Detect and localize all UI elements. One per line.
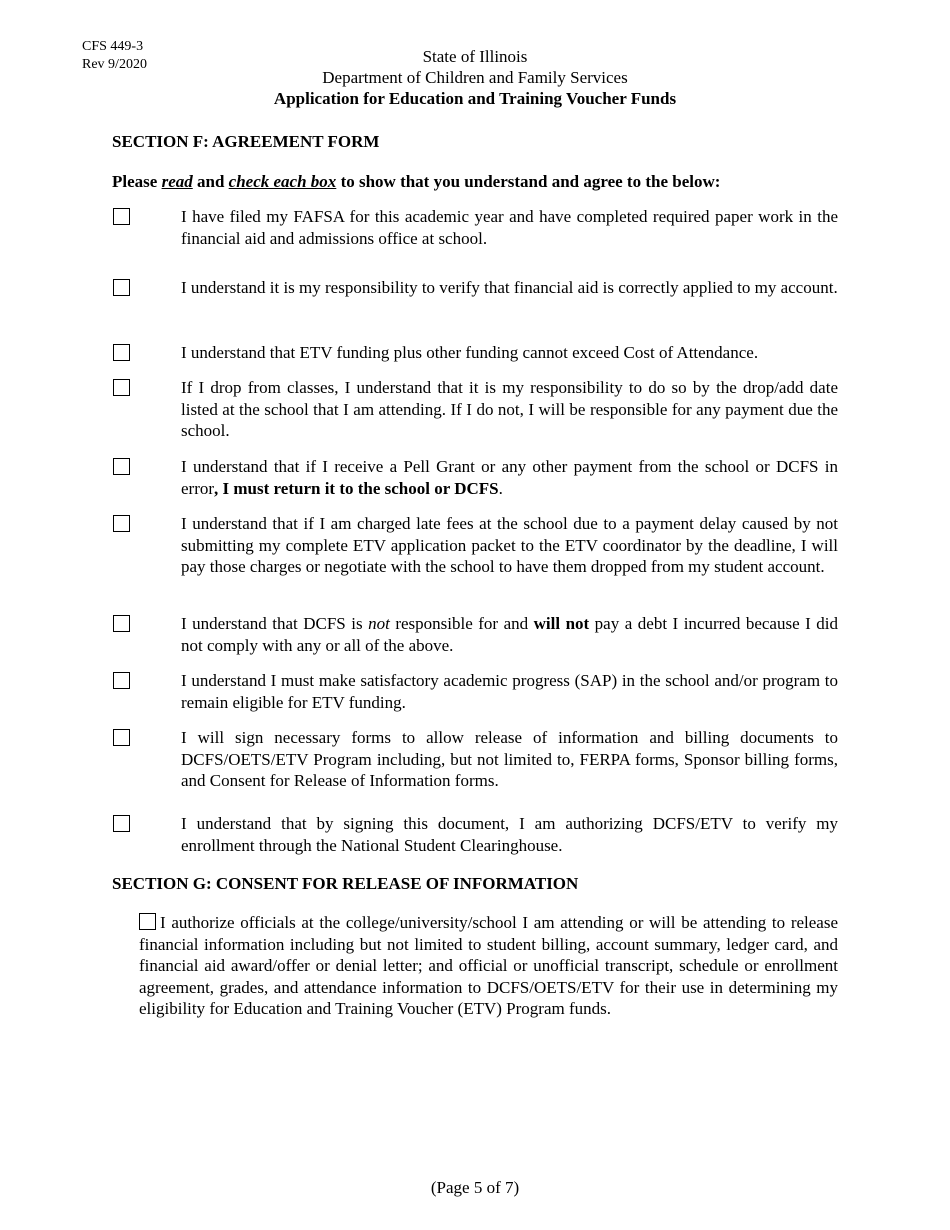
agreement-checkbox-verify-aid[interactable] bbox=[113, 279, 130, 296]
consent-checkbox[interactable] bbox=[139, 913, 156, 930]
agreement-checkbox-cost-of-attendance[interactable] bbox=[113, 344, 130, 361]
agreement-text-cost-of-attendance: I understand that ETV funding plus other funding cannot exceed Cost of Attendance. bbox=[181, 343, 759, 362]
pell-text-bold: , I must return it to the school or DCFS bbox=[214, 478, 499, 498]
pell-text-after: . bbox=[498, 478, 503, 498]
instruction-and: and bbox=[192, 172, 229, 191]
header-department: Department of Children and Family Services bbox=[322, 68, 628, 87]
instruction-suffix: to show that you understand and agree to the below: bbox=[336, 172, 721, 191]
agreement-checkbox-fafsa[interactable] bbox=[113, 208, 130, 225]
header-state: State of Illinois bbox=[422, 47, 528, 66]
page-number: (Page 5 of 7) bbox=[430, 1178, 520, 1197]
instruction-read: read bbox=[161, 172, 193, 191]
instruction-check: check each box bbox=[228, 172, 337, 191]
section-f-instruction bbox=[112, 171, 720, 193]
agreement-checkbox-release-forms[interactable] bbox=[113, 729, 130, 746]
debt-text-before: I understand that DCFS is bbox=[181, 614, 369, 633]
agreement-checkbox-late-fees[interactable] bbox=[113, 515, 130, 532]
agreement-text-release-forms: I will sign necessary forms to allow release of information and billing documents to DCFS/OETS/ETV Program including, but not limited to, FERPA forms, Sponsor billing forms, and Consent for Release of Information forms. bbox=[181, 728, 838, 790]
agreement-text-drop-classes: If I drop from classes, I understand that it is my responsibility to do so by the drop/add date listed at the school that I am attending. If I do not, I will be responsible for any payment due the school. bbox=[181, 378, 838, 440]
debt-text-middle: responsible for and bbox=[389, 614, 534, 633]
instruction-prefix: Please bbox=[112, 172, 162, 191]
agreement-text-fafsa: I have filed my FAFSA for this academic year and have completed required paper work in the financial aid and admissions office at school. bbox=[181, 207, 838, 248]
consent-paragraph bbox=[139, 912, 838, 1020]
debt-text-bold: will not bbox=[533, 614, 590, 633]
debt-text-after: pay a debt I incurred because I did not comply with any or all of the above. bbox=[181, 614, 838, 655]
agreement-text-verify-aid: I understand it is my responsibility to verify that financial aid is correctly applied to my account. bbox=[181, 278, 838, 297]
pell-text-before: I understand that if I receive a Pell Grant or any other payment from the school or DCFS in error bbox=[181, 457, 838, 498]
agreement-checkbox-debt[interactable] bbox=[113, 615, 130, 632]
document-title: Application for Education and Training Voucher Funds bbox=[273, 89, 677, 108]
agreement-text-clearinghouse: I understand that by signing this document, I am authorizing DCFS/ETV to verify my enrollment through the National Student Clearinghouse. bbox=[181, 814, 838, 855]
document-header bbox=[0, 46, 950, 109]
form-revision: Rev 9/2020 bbox=[82, 57, 147, 72]
agreement-text-sap: I understand I must make satisfactory academic progress (SAP) in the school and/or program to remain eligible for ETV funding. bbox=[181, 671, 838, 712]
consent-text: I authorize officials at the college/university/school I am attending or will be attending to release financial information including but not limited to student billing, account summary, ledger card, and financial aid award/offer or denial letter; and official or unofficial transcript, schedule or enrollment agreement, grades, and attendance information to DCFS/OETS/ETV for their use in determining my eligibility for Education and Training Voucher (ETV) Program funds. bbox=[139, 913, 838, 1018]
agreement-text-pell-grant bbox=[181, 456, 838, 499]
agreement-checkbox-clearinghouse[interactable] bbox=[113, 815, 130, 832]
agreement-checkbox-pell-grant[interactable] bbox=[113, 458, 130, 475]
agreement-text-late-fees: I understand that if I am charged late fees at the school due to a payment delay caused by not submitting my complete ETV application packet to the ETV coordinator by the deadline, I will pay those charges or negotiate with the school to have them dropped from my student account. bbox=[181, 514, 838, 576]
section-f-heading: SECTION F: AGREEMENT FORM bbox=[112, 132, 380, 151]
debt-text-italic: not bbox=[368, 614, 390, 633]
form-number: CFS 449-3 bbox=[82, 39, 144, 54]
section-g-heading: SECTION G: CONSENT FOR RELEASE OF INFORMATION bbox=[112, 874, 579, 893]
agreement-checkbox-drop-classes[interactable] bbox=[113, 379, 130, 396]
agreement-checkbox-sap[interactable] bbox=[113, 672, 130, 689]
agreement-text-debt bbox=[181, 613, 838, 656]
